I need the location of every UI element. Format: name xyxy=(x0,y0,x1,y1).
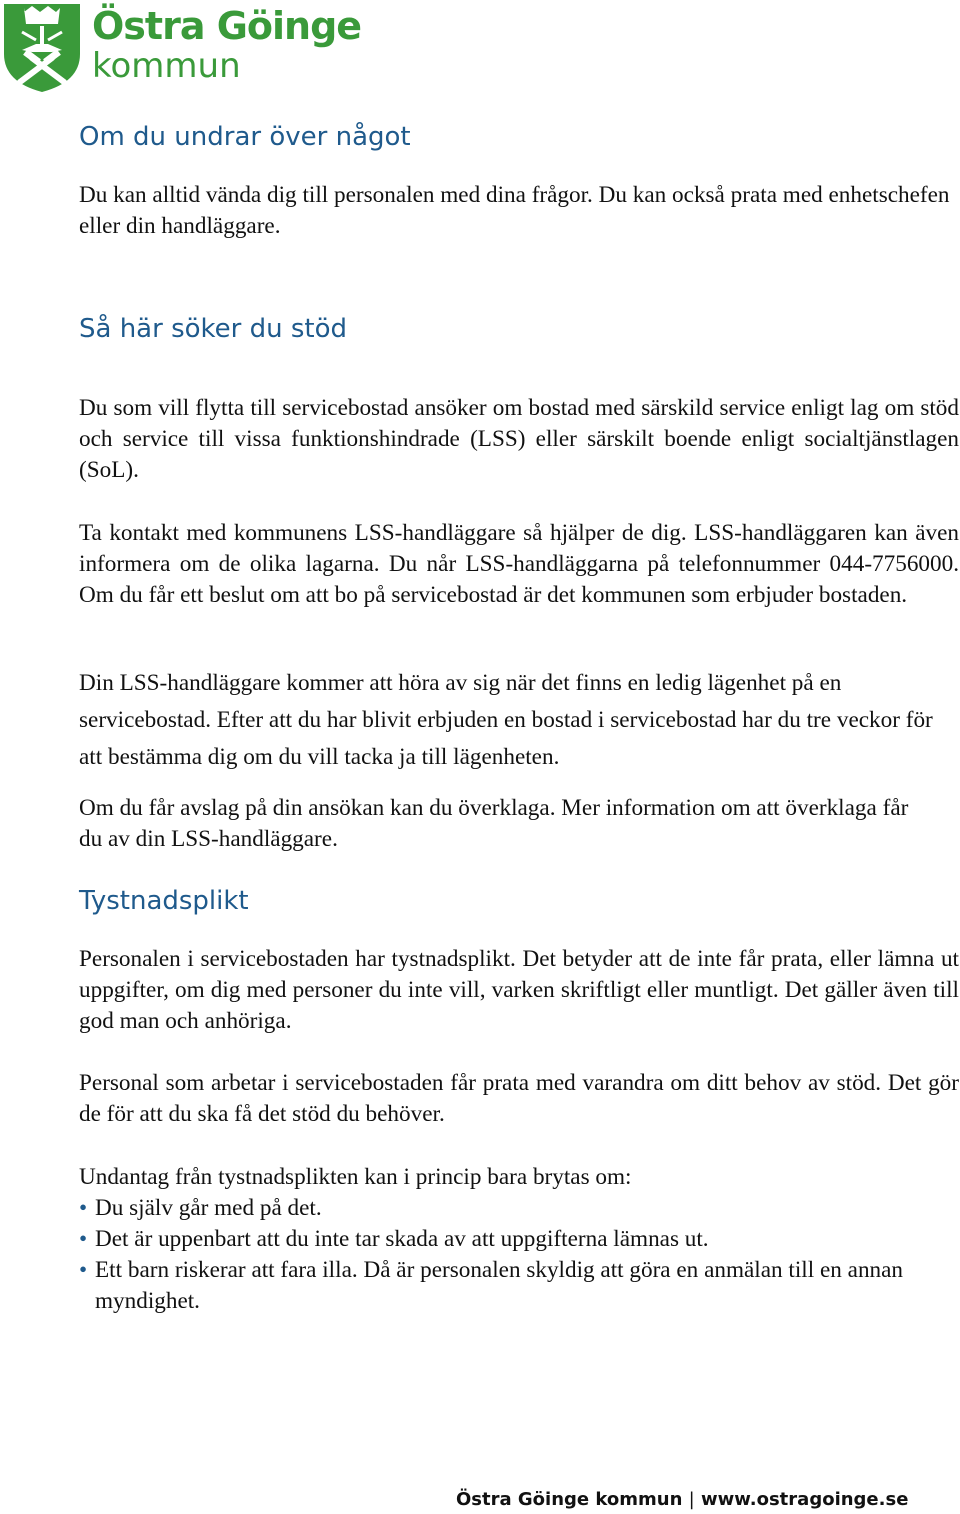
paragraph: Om du får avslag på din ansökan kan du överklaga. Mer information om att överklaga får du av din LSS-handläggare. xyxy=(79,795,909,852)
crest-icon xyxy=(2,2,82,94)
paragraph: Personalen i servicebostaden har tystnadsplikt. Det betyder att de inte får prata, eller lämna ut uppgifter, om dig med personer du inte vill, varken skriftligt eller muntligt. Det gäller även till god man och anhöriga. xyxy=(79,946,959,1034)
logo-name: Östra Göinge xyxy=(92,4,362,48)
paragraph: Undantag från tystnadsplikten kan i princip bara brytas om: xyxy=(79,1164,632,1190)
municipality-logo xyxy=(0,0,360,96)
footer-org: Östra Göinge kommun xyxy=(456,1489,683,1510)
section-heading: Om du undrar över något xyxy=(79,122,411,152)
bullet-list xyxy=(79,1193,949,1317)
section-heading: Tystnadsplikt xyxy=(79,886,249,916)
page-footer xyxy=(456,1488,908,1512)
paragraph: Personal som arbetar i servicebostaden får prata med varandra om ditt behov av stöd. Det gör de för att du ska få det stöd du behöver. xyxy=(79,1070,959,1127)
list-item-text: Det är uppenbart att du inte tar skada av att uppgifterna lämnas ut. xyxy=(95,1226,709,1252)
footer-separator: | xyxy=(688,1489,695,1510)
paragraph: Din LSS-handläggare kommer att höra av sig när det finns en ledig lägenhet på en servicebostad. Efter att du har blivit erbjuden en bostad i servicebostad har du tre veckor för att bestämma dig om du vill tacka ja till lägenheten. xyxy=(79,670,933,770)
list-item-text: Ett barn riskerar att fara illa. Då är personalen skyldig att göra en anmälan till en annan myndighet. xyxy=(95,1257,904,1314)
list-item-text: Du själv går med på det. xyxy=(95,1195,322,1221)
list-item xyxy=(79,1255,949,1317)
bullet-icon: • xyxy=(79,1226,88,1252)
bullet-icon: • xyxy=(79,1257,88,1283)
bullet-icon: • xyxy=(79,1195,88,1221)
paragraph: Ta kontakt med kommunens LSS-handläggare så hjälper de dig. LSS-handläggaren kan även informera om de olika lagarna. Du når LSS-handläggarna på telefonnummer 044-7756000. Om du får ett beslut om att bo på servicebostad är det kommunen som erbjuder bostaden. xyxy=(79,520,959,608)
logo-subtitle: kommun xyxy=(92,46,241,86)
section-heading: Så här söker du stöd xyxy=(79,314,347,344)
paragraph: Du kan alltid vända dig till personalen med dina frågor. Du kan också prata med enhetschefen eller din handläggare. xyxy=(79,182,950,239)
footer-url[interactable]: www.ostragoinge.se xyxy=(701,1489,909,1510)
list-item xyxy=(79,1193,949,1224)
paragraph: Du som vill flytta till servicebostad ansöker om bostad med särskild service enligt lag om stöd och service till vissa funktionshindrade (LSS) eller särskilt boende enligt socialtjänstlagen (SoL). xyxy=(79,395,959,483)
list-item xyxy=(79,1224,949,1255)
